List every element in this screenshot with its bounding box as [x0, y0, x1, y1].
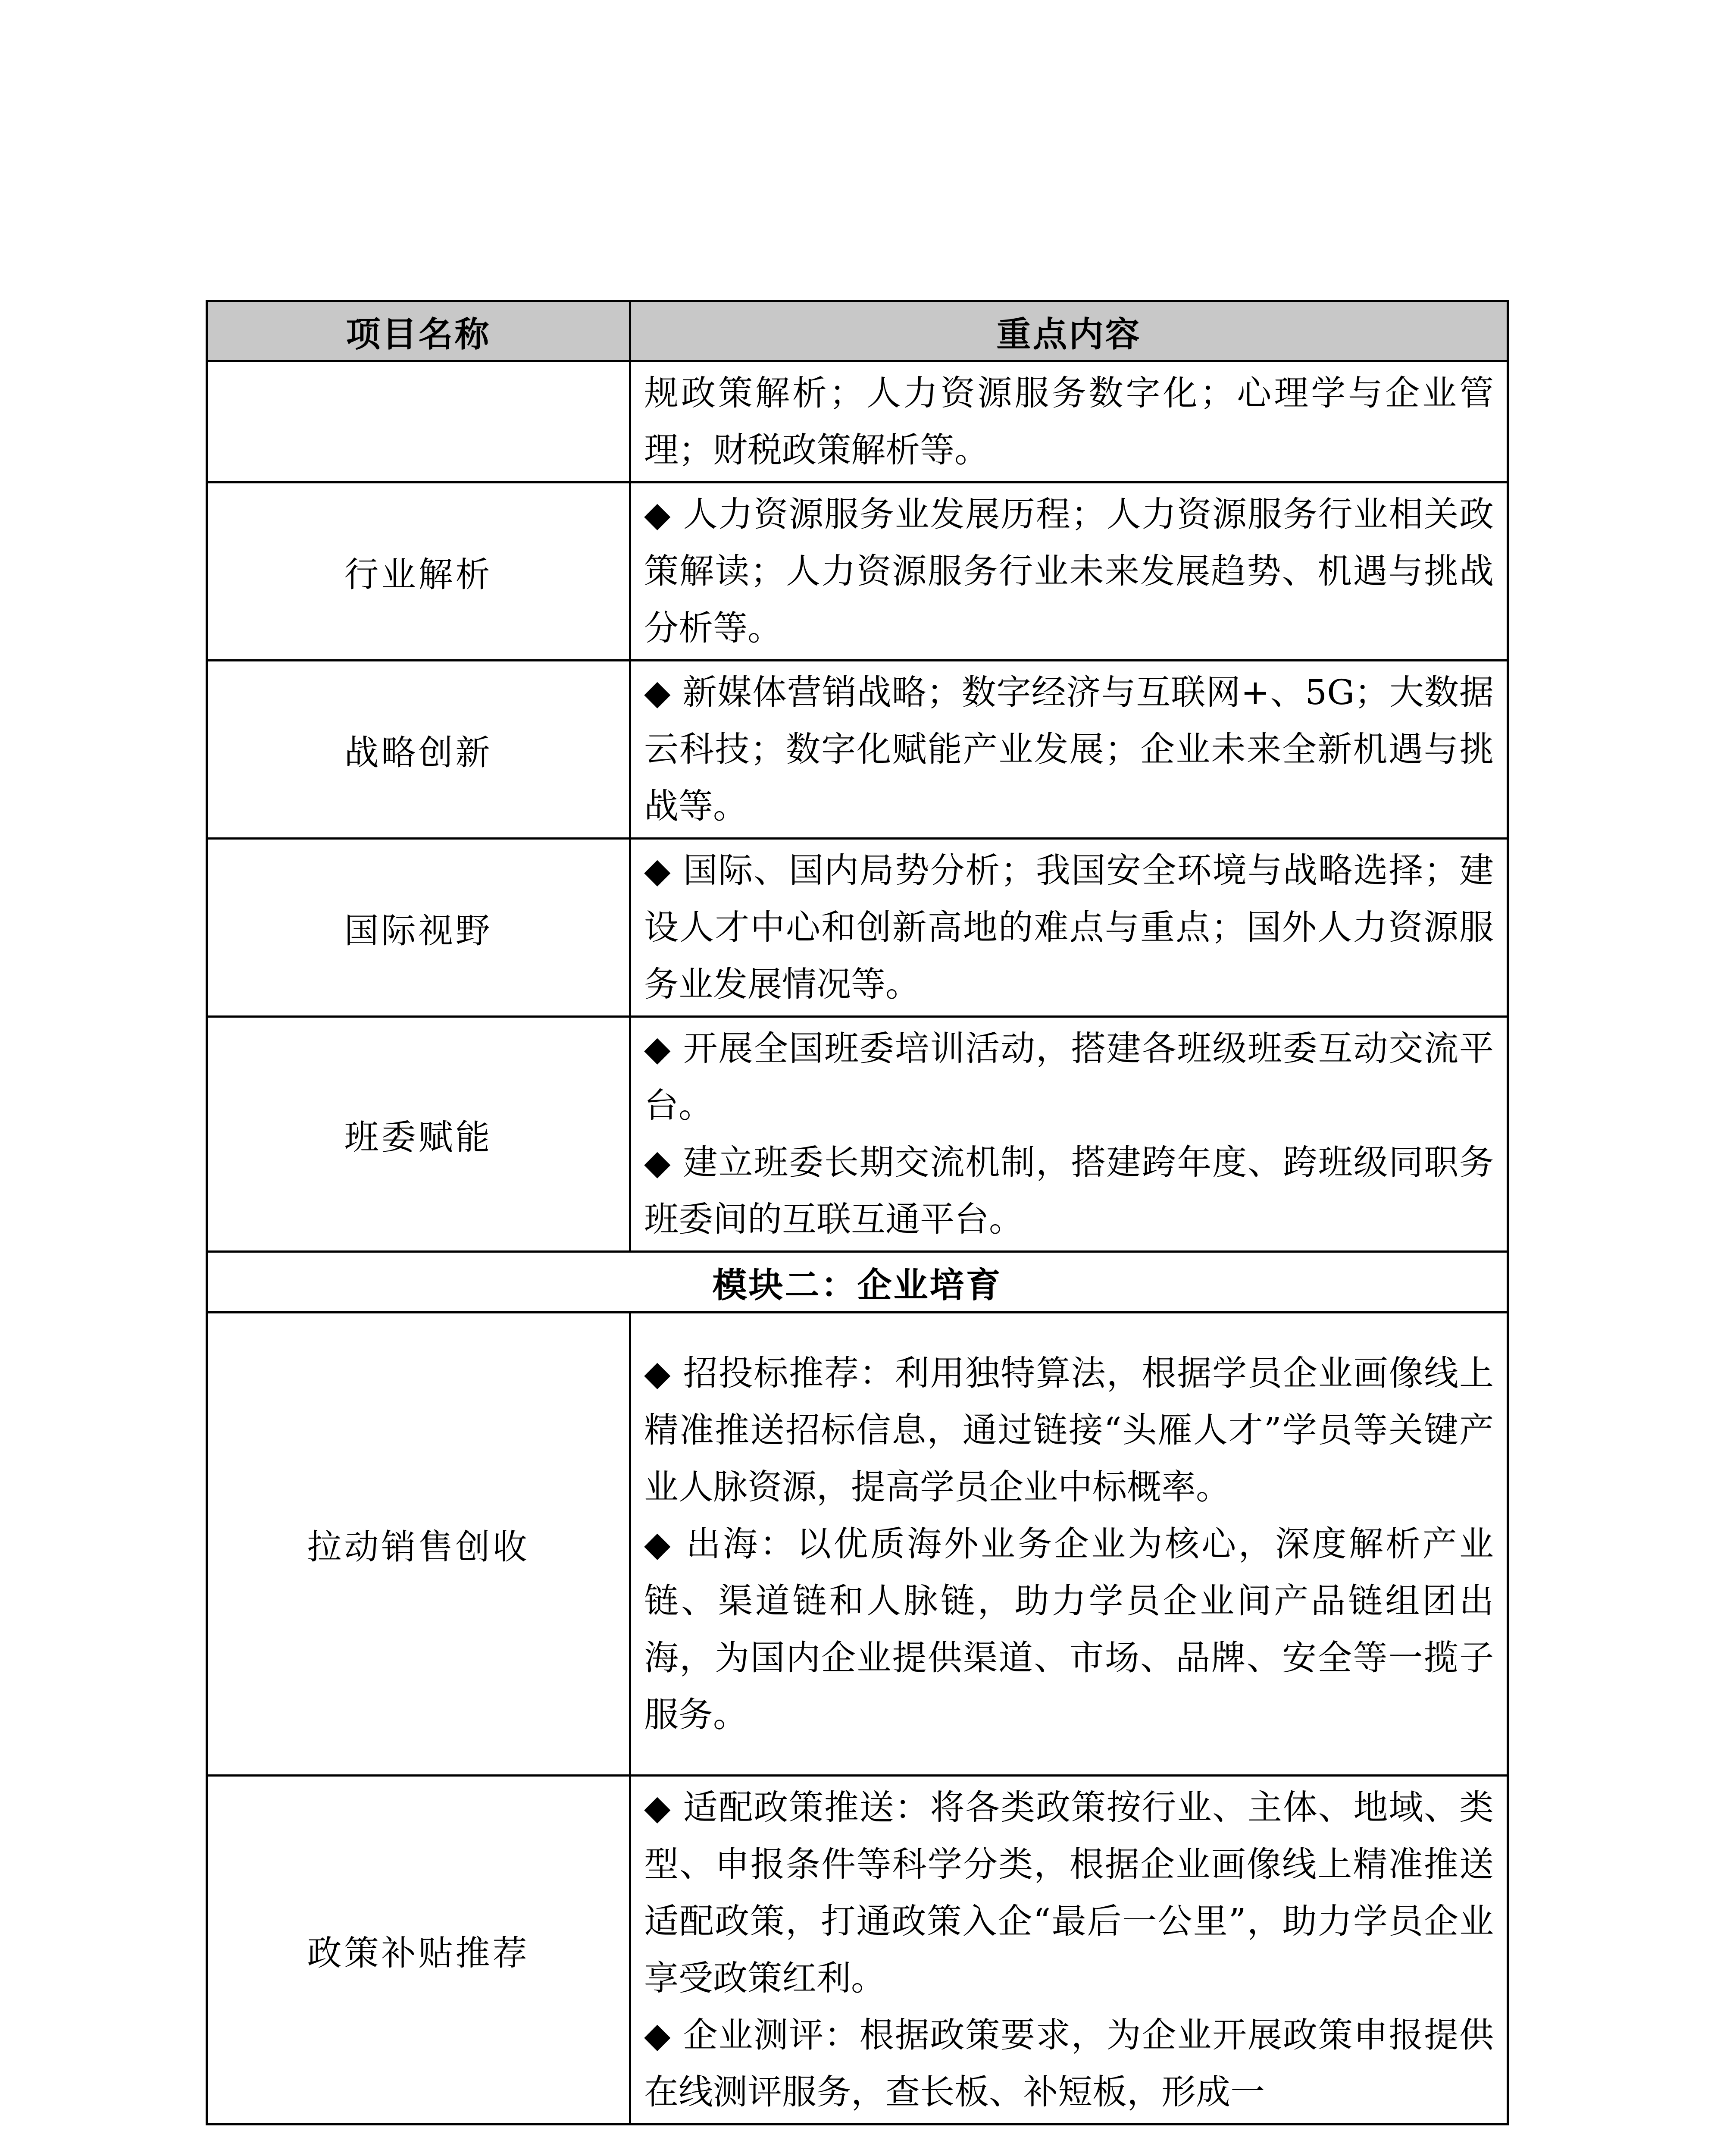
row-name: 拉动销售创收 — [207, 1313, 630, 1776]
content-paragraph: ◆ 开展全国班委培训活动，搭建各班级班委互动交流平台。 — [644, 1028, 1494, 1125]
content-paragraph: ◆ 出海：以优质海外业务企业为核心，深度解析产业链、渠道链和人脉链，助力学员企业间产品链组团出海，为国内企业提供渠道、市场、品牌、安全等一揽子服务。 — [644, 1523, 1494, 1735]
row-content — [630, 839, 1508, 1017]
row-name: 行业解析 — [207, 483, 630, 661]
content-paragraph: ◆ 人力资源服务业发展历程；人力资源服务行业相关政策解读；人力资源服务行业未来发展趋势、机遇与挑战分析等。 — [644, 494, 1494, 648]
row-content — [630, 1313, 1508, 1776]
content-paragraph: ◆ 国际、国内局势分析；我国安全环境与战略选择；建设人才中心和创新高地的难点与重点；国外人力资源服务业发展情况等。 — [644, 850, 1494, 1004]
row-name: 战略创新 — [207, 661, 630, 839]
module-heading-row — [207, 1252, 1508, 1313]
content-paragraph: 规政策解析；人力资源服务数字化；心理学与企业管理；财税政策解析等。 — [644, 373, 1494, 470]
row-name — [207, 361, 630, 483]
table-row — [207, 483, 1508, 661]
module-heading: 模块二：企业培育 — [207, 1252, 1508, 1313]
row-content — [630, 483, 1508, 661]
header-project-name: 项目名称 — [207, 301, 630, 361]
row-content — [630, 1776, 1508, 2125]
table-header-row — [207, 301, 1508, 361]
table-row — [207, 1017, 1508, 1252]
row-name: 政策补贴推荐 — [207, 1776, 630, 2125]
table-row — [207, 1776, 1508, 2125]
header-key-content: 重点内容 — [630, 301, 1508, 361]
table-row — [207, 1313, 1508, 1776]
row-name: 国际视野 — [207, 839, 630, 1017]
row-content — [630, 361, 1508, 483]
row-content — [630, 661, 1508, 839]
table-row — [207, 361, 1508, 483]
row-name: 班委赋能 — [207, 1017, 630, 1252]
content-paragraph: ◆ 招投标推荐：利用独特算法，根据学员企业画像线上精准推送招标信息，通过链接“头雁人才”学员等关键产业人脉资源，提高学员企业中标概率。 — [644, 1353, 1494, 1507]
content-table — [206, 300, 1509, 2125]
table-row — [207, 661, 1508, 839]
table-row — [207, 839, 1508, 1017]
content-paragraph: ◆ 新媒体营销战略；数字经济与互联网+、5G；大数据云科技；数字化赋能产业发展；企业未来全新机遇与挑战等。 — [644, 672, 1494, 826]
content-paragraph: ◆ 建立班委长期交流机制，搭建跨年度、跨班级同职务班委间的互联互通平台。 — [644, 1142, 1494, 1239]
content-paragraph: ◆ 适配政策推送：将各类政策按行业、主体、地域、类型、申报条件等科学分类，根据企业画像线上精准推送适配政策，打通政策入企“最后一公里”，助力学员企业享受政策红利。 — [644, 1787, 1494, 1998]
row-content — [630, 1017, 1508, 1252]
content-paragraph: ◆ 企业测评：根据政策要求，为企业开展政策申报提供在线测评服务，查长板、补短板，形成一 — [644, 2015, 1494, 2112]
